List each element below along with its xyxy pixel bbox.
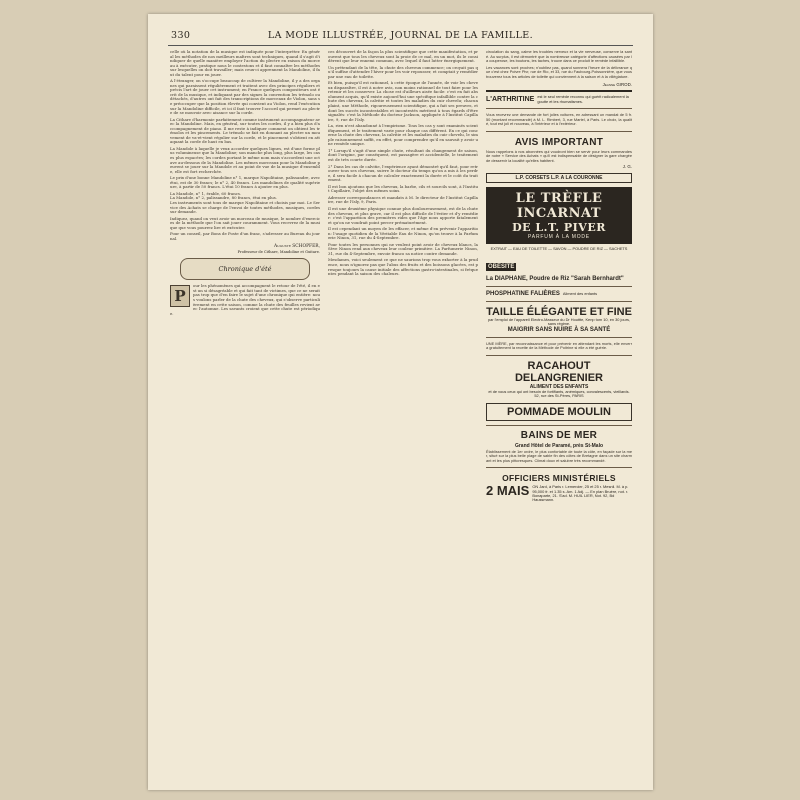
paragraph: Les vacances sont proches; n'oubliez pas, quand sonnera l'heure de la délivrance que c'est chez Poivre Pivr, rue de Rio, et 33, rue du Faubourg-Poissonnière, que vous trouverez tous les articles de toilette qui conviennent à la saison et à la villégiature. (486, 64, 632, 79)
divider (486, 337, 632, 338)
mais-text: ON Jard, à Paris r. Lemercier, 25 et 25 r. Mesnil. M. à p. 95,000 fr. et 1.35 s. Am. 1 Adj. — En plan Bruère, not. r. Bonaparte, 21. S'ad. M. HUIL LIER, Not. 92, Bd Haussmann. (532, 484, 629, 503)
header-rule (168, 45, 633, 46)
trefle-title: LE TRÈFLE INCARNAT (515, 191, 603, 222)
paragraph: circulation du sang, calme les troubles nerveux et la vie nerveuse, conserve la santé. Au surplus, il est démontré que la nombreuse catégorie d'affections causées par la couperose, les boutons, les taches, trouve dans ce produit le remède infaillible. (486, 50, 632, 64)
divider (486, 108, 632, 109)
paragraph: ces découvert de la façon la plus scientifique que cette manifestation, et prouvent que tous les cheveux sont la proie de ce mal, en un mot, ils le considèrent que leur ennemi commun, avec lequel il faut lutter énergiquement. (328, 50, 478, 64)
corset-ad: L.P. CORSETS L.P. A LA COURONNE (486, 173, 632, 183)
phosphatine-sub: Aliment des enfants (562, 290, 598, 296)
paragraph: Le prix d'une bonne Mandoline n° 1, marque Napolitaine, palissandre, avec étui, est de 30 francs; le n° 2, 40 francs. Les mandolines de qualité supérieure, à partir de 50 francs. L'étui 10 francs à ajouter en plus. (170, 175, 320, 190)
taille-title: TAILLE ÉLÉGANTE ET FINE (486, 305, 632, 318)
journal-title: LA MODE ILLUSTRÉE, JOURNAL DE LA FAMILLE. (267, 30, 534, 41)
taille-text: par l'emploi de l'appareil Electro-Masseur du Dr Houttte, Kenp tom 10, en 30 jours, sans régime. (487, 316, 631, 327)
diaphane-ad: La DIAPHANE, Poudre de Riz "Sarah Bernhardt" (486, 275, 624, 282)
paragraph: La, rien n'est abandonné à l'empirisme. Tous les cas y sont examinés scientifiquement, et le traitement varie pour chaque cas différent. En ce qui concerne la chute des cheveux, la calvitie et les maladies du cuir chevelu, le simple raisonnement suffit, en effet, pour comprendre qu'il en sauvait y avoir une remède unique. (328, 123, 478, 147)
avis-text: Nous rappelons à nos abonnées qui voudront bien se servir pour leurs commandes de notre « Service des Achats » qu'il est indispensable de désigner la gare chargée de desservir la localité qu'elles habitent. (486, 148, 632, 163)
bains-text: Établissement de 1er ordre, le plus confortable de toute la côte, en façade sur la mer, situé sur la plus belle plage de sable fin des côtes de Bretagne dans un site charmant et les plus pittoresques. Climat doux et salubre très recommandé. (486, 448, 632, 463)
divider (486, 131, 632, 132)
divider (486, 301, 632, 302)
hotel-name: Grand Hôtel de Paramé, près St-Malo (514, 442, 604, 449)
divider (486, 90, 632, 92)
racahout-text: et de vous ceux qui ont besoin de fortifiants, anémiques, convalescents, vieillards. 52, rue des St-Pères, PARIS (488, 388, 630, 399)
paragraph: Vous recevrez une demande de fort jolies voitures, en adressant un mandat de 5 fr. 50 (montant recommandé) à M. L. Rimbert, 3, rue Martel, à Paris. Le choix, la qualité, tout est joli et nouveau, à l'intérieur et à l'extérieur. (486, 112, 632, 127)
paragraph: Les instruments sont tous de marque Napolitaine et choisis par moi. Le Service des Achats se charge de l'envoi de toutes méthodes, musiques, cordes sur demande. (170, 199, 320, 215)
chronique-text: our les phénomènes qui accompagnent le retour de l'été, il en est un si désagréable et qui fait tant de victimes, que ce ne serait pas trop que d'en faire le sujet d'une chronique qui entière: nous voulons parler de la chute des cheveux, qui s'observe particulièrement en cette saison, comme la chute des feuilles revient avec l'automne. Les savants croient que cette chute est périodique. (170, 283, 320, 316)
mais-big: 2 MAIS (486, 483, 530, 499)
paragraph: celle où la notation de la musique est indiquée pour l'interpréter. En général les méthodes de nos meilleurs maîtres sont techniques, quand il s'agit d'indiquer de quelle manière employer l'action du plectre en raison du morceau à exécuter, pratique nous le contestons et il faut connaître les méthodes sur lesquelles on doit travailler; mais ceux-ci apprennent la Mandoline, il faut du talent pour en jouer. (170, 50, 320, 77)
phosphatine-title: PHOSPHATINE FALIÈRES (486, 290, 560, 297)
author-signature: Auguste SCHOPFER, (274, 244, 320, 250)
pommade-title: POMMADE MOULIN (507, 405, 611, 418)
paragraph: Mesdames, voici seulement ce que ne saurions trop vous exhorter à la prudence, nous n'ignorez pas que l'abus des fruits et des boissons glacées, est presque toujours la cause initiale des affections gastro-intestinales, si fréquentes pendant la saison des chaleurs. (328, 257, 478, 277)
paragraph: Un prétendant de la tête, la chute des cheveux commence; on croyait pas qu'il suffise d'attendre l'hiver pour les voir repousser, et comptait y remédier par une eau de toilette. (328, 64, 478, 79)
racahout-sub: ALIMENT DES ENFANTS (529, 383, 589, 390)
paragraph: Pour toutes les personnes qui ne veulent point avoir de cheveux blancs, la Sève Ninon rend aux cheveux leur couleur primitive. La Parfumerie Ninon, 31, rue du 4-Septembre, envoie franco sa notice contre demande. (328, 241, 478, 256)
paragraph: Adresser correspondances et mandats à M. le directeur de l'Institut Capillaire, rue de l'Isly, 9, Paris. (328, 194, 478, 205)
paragraph: La Mandole, n° 1, érable, 60 francs. (170, 190, 242, 196)
phosphatine-ad (486, 291, 632, 297)
divider (486, 286, 632, 287)
mere-text: UNE MÈRE, par reconnaissance et pour prévenir en attendant les morts, elle enverra gratuitement la recette de la Méthode de Poitrine si elle a été guérie. (486, 340, 632, 351)
trefle-products: EXTRAIT — EAU DE TOILETTE — SAVON — POUDRE DE RIZ — SACHETS (490, 246, 628, 252)
maigrir-title: MAIGRIR SANS NUIRE À SA SANTÉ (507, 326, 611, 333)
racahout-title: RACAHOUT DELANGRENIER (514, 359, 603, 384)
paragraph: Et bien, puisqu'il est rationnel, à cette époque de l'année, de voir les cheveux disparaître, il est à notre avis, non moins rationnel de tout faire pour les retenir et les conserver. La chose est d'ailleurs aisée facile: c'est en fait absolument acquis, qu'il existe aujourd'hui une spécifique infaillible contre la chute des cheveux, la calvitie et toutes les maladies du cuir chevelu; chacun plaint, une Méthode, rigoureusement scientifique, qui a fait ses preuves, et dont les succès incontestables et incontestés méritent à tous égards d'être signalés: c'est la Méthode du docteur Jackson, appliquée à l'Institut Capillaire, 9, rue de l'Isly. (328, 80, 478, 122)
bains-title: BAINS DE MER (520, 429, 598, 441)
trefle-ad (486, 187, 632, 244)
author-title: Professeur de Cithare, Mandoline et Guitare. (237, 250, 320, 255)
avis-title: AVIS IMPORTANT (514, 136, 604, 148)
pommade-ad (486, 403, 632, 421)
divider (486, 355, 632, 356)
chronique-vignette (180, 258, 310, 280)
divider (486, 425, 632, 426)
paragraph: La Mandole à laquelle je veux accorder quelques lignes, est d'une forme plus volumineuse que la Mandoline; son manche plus long, plus large, les cases plus espacées; les cordes portant le même nom mais s'accordent une octave au-dessous de la Mandoline. Les mêmes morceaux pour la Mandoline peuvent se jouer sur la Mandole et au point de vue de la musique d'ensemble, elle est fort recherchée. (170, 145, 320, 174)
paragraph: Il est une deuxième physique connue plus douloureusement, est de la chute des cheveux, et plus grave, car il est plus difficile de l'éviter et d'y remédier: c'est l'apparition des premières rides que l'âge nous apporte fatalement et qu'on ne voudrait point percer prématurément. (328, 205, 478, 225)
avis-signature: J. G. (622, 164, 632, 170)
divider (486, 467, 632, 468)
page-number: 330 (171, 30, 191, 41)
paragraph: A l'étranger, on s'occupe beaucoup de cultiver la Mandoline, il y a des organes qui paraissent régulièrement et traitent avec des principes réguliers et précis l'art de jouer cet instrument; en France quelques compositeurs ont écrit de la musique, et indiquant par des signes la convention les trémolo ou détachés, d'autres ont fait des transcriptions de morceaux de Violon, sans se préoccuper que la position élevée qui convient au Violon, rend l'exécution sur la Mandoline difficile, et ici il faut trouver l'accord qui permet au plectre de se mouvoir avec aisance sur la corde. (170, 78, 320, 116)
paragraph: La Mandole, n° 2, palissandre, 80 francs, étui en plus. (170, 195, 278, 201)
drop-cap: P (170, 285, 190, 307)
column-2 (328, 50, 478, 776)
trefle-subtitle: PARFUM À LA MODE (528, 234, 590, 241)
paragraph: 2° Dans les cas de calvitie, l'expérience ayant démontré qu'il faut, pour retrouver tous ses cheveux, suivre le docteur du temps qu'on a mis à les perdre, il sera facile à chacun de calculer exactement la durée et le coût du traitement. (328, 163, 478, 183)
officiers-title: OFFICIERS MINISTÉRIELS (502, 473, 616, 484)
column-3-ads (486, 50, 632, 776)
page-header (148, 30, 653, 42)
arthritine-title: L'ARTHRITINE (486, 96, 535, 104)
paragraph: Indiquez, quand on veut avoir un morceau de musique, le nombre d'exercices de la méthode que l'on sait jouer couramment. Vous recevrez de la musique que vous pourrez lire et exécuter. (170, 215, 320, 230)
paragraph: Il est bon ajoutons que les cheveux, la barbe, cils et sourcils sont, à l'Institut Capillaire, l'objet des mêmes soins. (328, 183, 478, 194)
paragraph: Pour un conseil, par Bons de Poste d'un franc, s'adresser au Bureau du journal. (170, 231, 320, 241)
trefle-piver: DE L.T. PIVER (512, 221, 606, 235)
obesite-label: OBÉSITÉ (488, 263, 515, 270)
paragraph: 1° Lorsqu'il s'agit d'une simple chute, résultant du changement de saison, dont l'origine, par conséquent, est passagère et accidentelle, le traitement est de très courte durée. (328, 147, 478, 163)
mais-ad (486, 485, 632, 503)
chronique-body (170, 284, 320, 316)
column-1 (170, 50, 320, 776)
magazine-page (148, 14, 653, 790)
arthritine-text: est le seul remède reconnu qui guérit radicalement la goutte et les rhumatismes. (537, 94, 629, 104)
chronique-title: Chronique d'été (218, 265, 272, 274)
paragraph: Il est cependant un moyen de les effacer, et même d'en prévenir l'apparition: l'usage quotidien de la Véritable Eau de Ninon, qu'on trouve à la Parfumerie Ninon, 31, rue du 4-Septembre. (328, 226, 478, 241)
author-signature: Jeanne GIROD. (602, 82, 632, 88)
paragraph: La Cithare d'harmonie parfaitement comme instrument accompagnateur avec la Mandoline. Mais, en général, sur toutes les cordes, il y a bien plus d'accompagnement de piano. Il me reste à indiquer comment on obtient les trémolos et les pincements. Le trémolo se fait en donnant au plectre un mouvement de va-et-vient régulier sur la corde, et le pincement s'obtient en attaquant la corde de haut en bas. (170, 116, 320, 145)
obesite-ad (486, 255, 632, 273)
arthritine-ad (486, 95, 632, 104)
